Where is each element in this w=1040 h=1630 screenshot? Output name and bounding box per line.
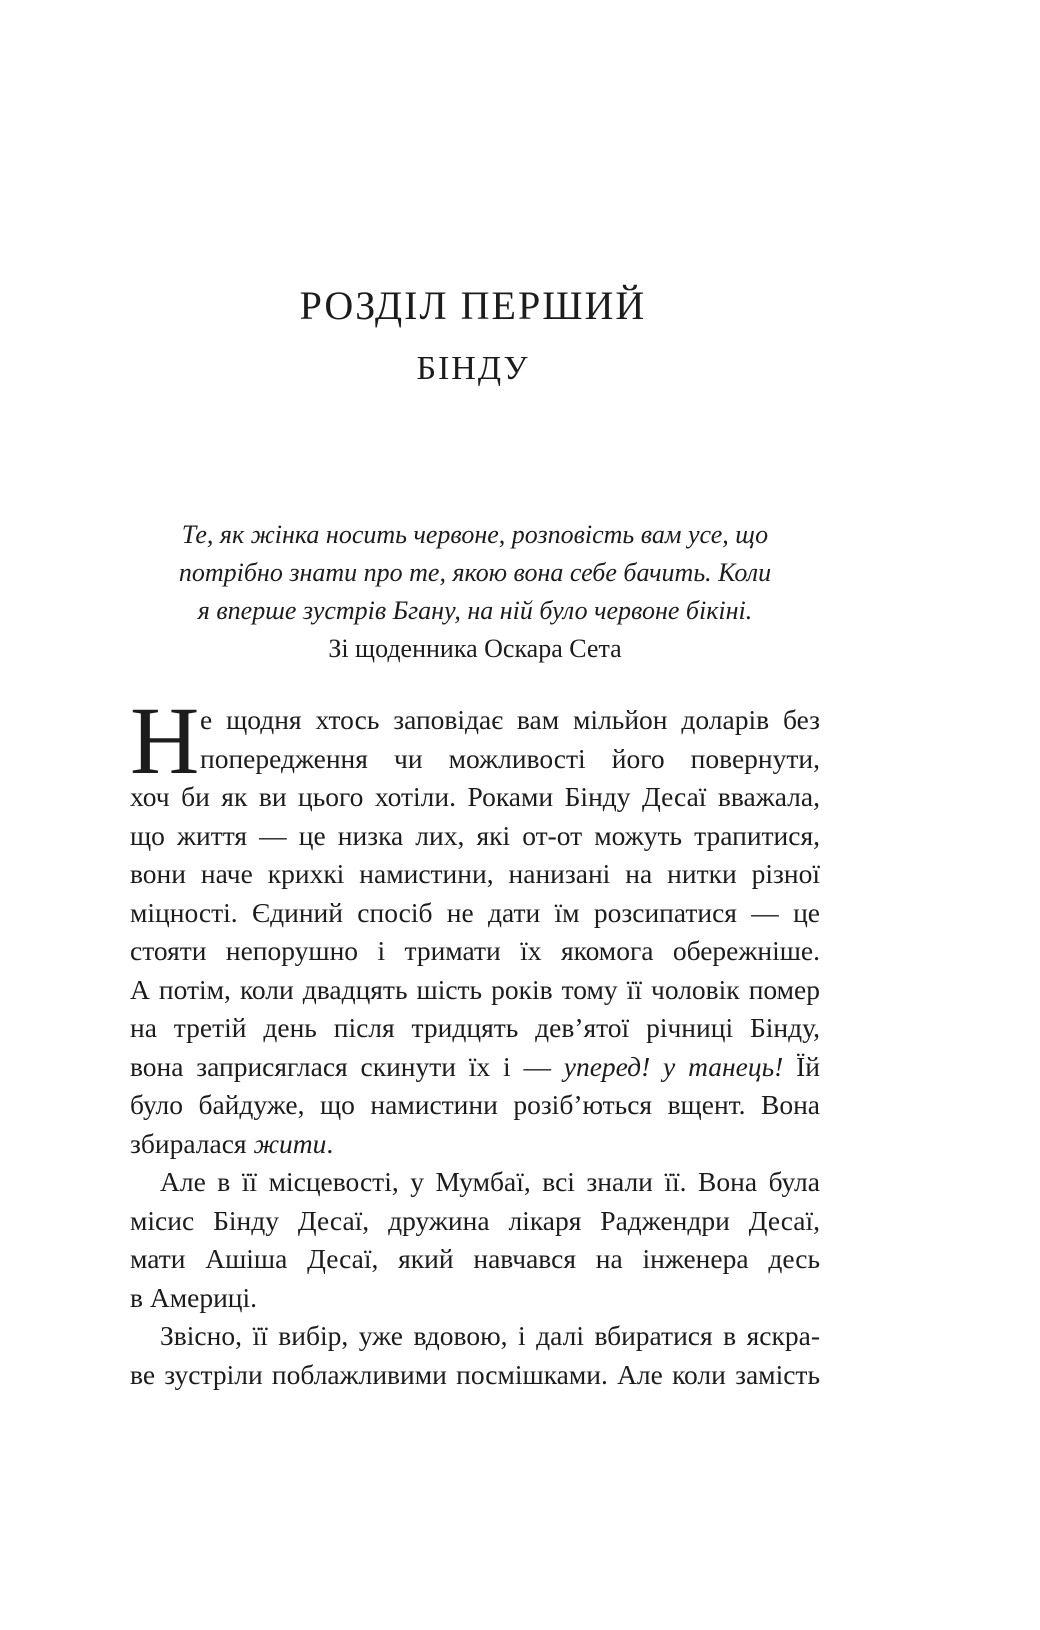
paragraph-3 bbox=[130, 1317, 820, 1394]
epigraph-line: потрібно знати про те, якою вона себе бачить. Коли bbox=[178, 558, 772, 587]
body-text bbox=[130, 687, 820, 1394]
text-line bbox=[130, 1125, 820, 1164]
text-line: що життя — це низка лих, які от-от можуть трапитися, bbox=[130, 819, 820, 851]
text-run: збиралася bbox=[130, 1127, 254, 1159]
text-run: Їй bbox=[783, 1050, 820, 1082]
text-line: місис Бінду Десаї, дружина лікаря Раджендри Десаї, bbox=[130, 1204, 820, 1236]
text-line: А потім, коли двадцять шість років тому її чоловік помер bbox=[130, 973, 820, 1005]
epigraph-line: я вперше зустрів Бгану, на ній було червоне бікіні. bbox=[197, 596, 753, 625]
epigraph-line: Те, як жінка носить червоне, розповість вам усе, що bbox=[181, 520, 769, 549]
text-line: Звісно, її вибір, уже вдовою, і далі вбиратися в яскра- bbox=[160, 1320, 820, 1351]
text-line: е щодня хтось заповідає вам мільйон доларів без bbox=[200, 704, 820, 735]
text-line: ве зустріли поблажливими посмішками. Але коли замість bbox=[130, 1358, 820, 1390]
text-line: на третій день після тридцять дев’ятої річниці Бінду, bbox=[130, 1012, 820, 1043]
drop-cap: Н bbox=[130, 687, 200, 794]
text-line: міцності. Єдиний спосіб не дати їм розсипатися — це bbox=[130, 896, 820, 928]
paragraph-2 bbox=[130, 1163, 820, 1317]
text-line: в Америці. bbox=[130, 1281, 258, 1313]
italic-run: жити bbox=[253, 1127, 327, 1159]
text-run: . bbox=[326, 1127, 334, 1159]
chapter-subtitle: БІНДУ bbox=[416, 350, 530, 387]
italic-run: уперед! у танець! bbox=[563, 1050, 784, 1082]
text-line: стояти непорушно і тримати їх якомога обережніше. bbox=[130, 935, 820, 966]
epigraph bbox=[130, 516, 820, 668]
text-line: вони наче крихкі намистини, нанизані на нитки різної bbox=[130, 858, 820, 889]
text-line: попередження чи можливості його повернути, bbox=[200, 742, 820, 774]
text-line bbox=[130, 1048, 820, 1087]
text-line: Але в її місцевості, у Мумбаї, всі знали її. Вона була bbox=[160, 1166, 820, 1197]
text-run: вона заприсяглася скинути їх і — bbox=[130, 1050, 564, 1082]
text-line: мати Ашіша Десаї, який навчався на інженера десь bbox=[130, 1243, 820, 1274]
chapter-title: РОЗДІЛ ПЕРШИЙ bbox=[299, 283, 647, 328]
epigraph-source: Зі щоденника Оскара Сета bbox=[328, 634, 622, 663]
text-line: хоч би як ви цього хотіли. Роками Бінду Десаї вважала, bbox=[130, 781, 820, 812]
paragraph-1 bbox=[130, 687, 820, 1163]
text-line: було байдуже, що намистини розіб’ються вщент. Вона bbox=[130, 1089, 820, 1120]
